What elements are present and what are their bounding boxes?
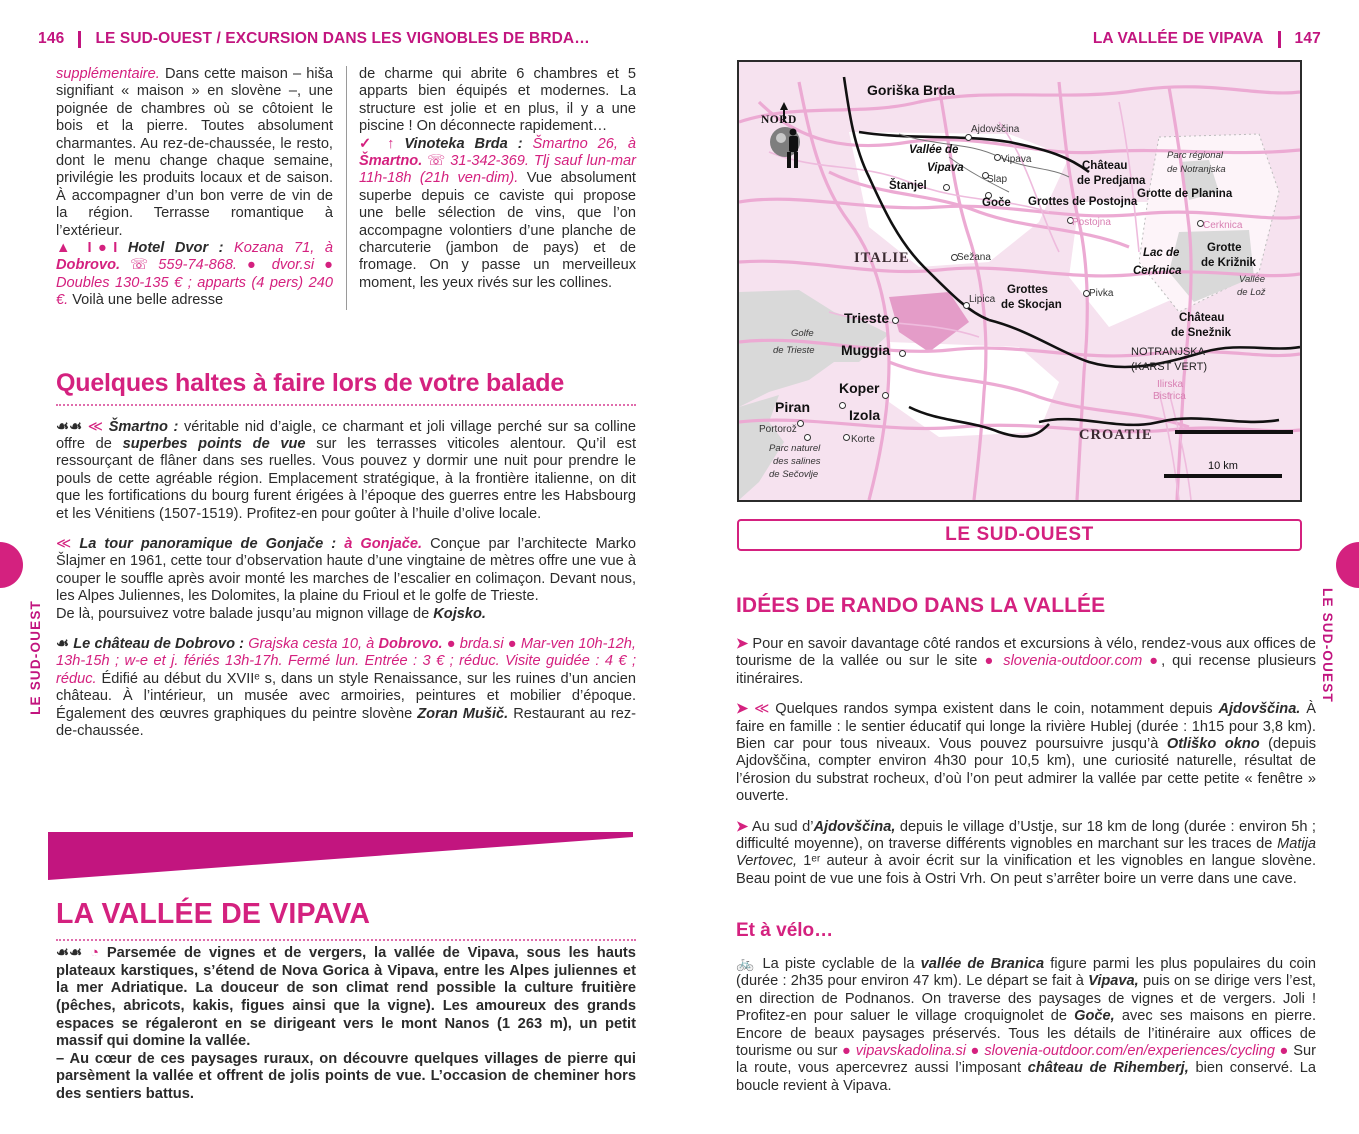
entry-dobrovo-web[interactable]: brda.si <box>459 635 504 652</box>
hotel-dvor-name: Hotel Dvor : <box>127 240 224 257</box>
map-label: de Notranjska <box>1167 164 1226 175</box>
rando-item-1 <box>736 636 1316 688</box>
entry-smartno-text2: sur les terrasses viticoles alentour. Qu’il est ressourçant de flâner dans ses ruelles. Vous pouvez y dormir une nuit pour prendre le pouls de cette agréable région. Emplacement stratégique, à la frontière italienne, on dit que les fortifications du bourg furent érigées à l’époque des guerres entre les Habsbourg et les Vénitiens (1507-1519). Profitez-en pour goûter à l’huile d’olive locale. <box>56 435 636 522</box>
map-dot <box>797 420 804 427</box>
binocular-icon: ☙☙ <box>56 418 83 435</box>
arrow-icon: ➤ <box>736 701 749 718</box>
rando-item-1-text1: Pour en savoir davantage côté randos et excursions à vélo, rendez-vous aux offices de tourisme de la vallée ou sur le site <box>736 636 1316 670</box>
velo-link2[interactable]: slovenia-outdoor.com/en/experiences/cycling <box>984 1043 1275 1060</box>
right-folio-number: 147 <box>1294 30 1321 47</box>
map-label: Grottes <box>1007 284 1048 296</box>
bullet-dot-icon: ● <box>841 1043 852 1060</box>
continuation-text: Dans cette maison – hiša signifiant « maison » en slovène –, une poignée de chambres où se côtoient le bois et la pierre. Toutes absolument charmantes. Au rez-de-chaussée, le resto, dont le menu change chaque semaine, privilégie les produits locaux et de saison. À accompagner d’un bon verre de vin de la région. Terrasse romantique à l’extérieur. <box>56 66 333 239</box>
region-map[interactable] <box>737 60 1302 502</box>
vipava-intro-block <box>56 945 636 1104</box>
map-label: Štanjel <box>889 180 927 192</box>
map-label: Château <box>1082 160 1128 172</box>
rando-item-3-text2: depuis le village d’Ustje, sur 18 km de long (durée : environ 5h ; difficulté moyenne), on traverse différents vignobles en marchant sur les traces de <box>736 818 1316 853</box>
map-label: de Trieste <box>773 345 815 356</box>
map-label: Bistrica <box>1153 391 1186 402</box>
hotel-dvor-phone: 559-74-868. <box>148 257 247 274</box>
rando-item-2 <box>736 701 1316 805</box>
map-label: de Lož <box>1237 287 1266 298</box>
vipava-intro-paragraph-2: – Au cœur de ces paysages ruraux, on découvre quelques villages de pierre qui parsèment la vallée et offrent de jolis points de vue. L’occasion de cheminer hors des sentiers battus. <box>56 1050 636 1103</box>
vipava-chapter-title: LA VALLÉE DE VIPAVA <box>56 898 371 930</box>
rando-section-title: IDÉES DE RANDO DANS LA VALLÉE <box>736 594 1106 617</box>
rando-item-3 <box>736 819 1316 889</box>
map-label: Vipava <box>1001 154 1032 165</box>
entry-smartno-emph: superbes points de vue <box>122 435 306 452</box>
map-dot <box>1083 290 1090 297</box>
rando-item-2-text1: Quelques randos sympa existent dans le coin, notamment depuis <box>775 701 1219 718</box>
map-label: Ajdovščina <box>971 124 1020 135</box>
left-folio-number: 146 <box>38 30 65 47</box>
velo-section <box>736 920 1316 1095</box>
map-dot <box>951 254 958 261</box>
binocular-icon: ☙☙ <box>56 945 83 961</box>
map-label: de Križnik <box>1201 257 1256 269</box>
arrow-icon: ➤ <box>736 636 749 652</box>
map-label: Vallée de <box>909 144 959 156</box>
right-header-title: LA VALLÉE DE VIPAVA <box>1092 30 1264 47</box>
map-dot <box>882 392 889 399</box>
vinoteka-address: Šmartno 26, à <box>522 135 636 152</box>
velo-bold1: vallée de Branica <box>920 956 1045 972</box>
right-tab-dot <box>1336 542 1359 588</box>
velo-text6: bien conservé. La boucle revient à Vipava. <box>736 1060 1316 1094</box>
map-label: (KARST VERT) <box>1131 361 1207 373</box>
map-label: NOTRANJSKA <box>1131 346 1205 358</box>
map-dot <box>892 317 899 324</box>
bullet-dot-icon: ● <box>1149 653 1162 670</box>
map-dot <box>985 192 992 199</box>
viewpoint-icon: ≪ <box>56 535 72 552</box>
map-label: Vallée <box>1239 274 1266 285</box>
velo-link1[interactable]: vipavskadolina.si <box>855 1043 967 1060</box>
rando-item-2-bold1: Ajdovščina. <box>1218 701 1301 718</box>
map-label: Korte <box>851 434 875 445</box>
entry-dobrovo-name: Le château de Dobrovo : <box>73 635 245 652</box>
header-divider <box>1278 31 1281 48</box>
rando-item-3-text3: 1ᵉʳ auteur à avoir écrit sur la vinification et les vignobles en langue slovène. Beau point de vue une fois à Ostri Vrh. On peut s’arrêter boire un verre dans une cave. <box>736 853 1316 887</box>
map-dot <box>963 302 970 309</box>
entry-dobrovo-address: Grajska cesta 10, à <box>244 635 379 652</box>
entry-gonjace-text: Conçue par l’architecte Marko Šlajmer en 1961, cette tour d’observation haute d’une vingtaine de mètres offre une vue à couper le souffle après avoir monté les marches de l’escalier en colimaçon. Devant nous, les Alpes Juliennes, les Dolomites, la plaine du Frioul et le golfe de Trieste. <box>56 535 636 605</box>
spiral-icon: ◔ <box>90 945 100 961</box>
map-label: Cerknica <box>1133 265 1182 277</box>
map-label: Muggia <box>841 342 890 358</box>
vinoteka-city: Šmartno. <box>359 153 423 170</box>
map-label: Goriška Brda <box>867 82 955 98</box>
left-tab-dot <box>0 542 23 588</box>
map-dot <box>843 434 850 441</box>
left-page-header <box>38 28 590 50</box>
map-label: de Snežnik <box>1171 327 1232 339</box>
entry-dobrovo-city: Dobrovo. <box>378 635 443 652</box>
haltes-section-title: Quelques haltes à faire lors de votre balade <box>56 369 565 397</box>
rando-item-3-text1: Au sud d’ <box>751 818 814 835</box>
header-divider <box>78 31 81 48</box>
map-dot <box>1067 217 1074 224</box>
bullet-dot-icon: ● <box>984 653 997 670</box>
vinoteka-tail: Vue absolument superbe depuis ce caviste qui propose une belle sélection de vins, que l’on accompagne volontiers d’une planche de charcuterie (jambon de pays) et de fromage. On y passe un merveilleux moment, les yeux rivés sur les collines. <box>359 170 636 291</box>
map-label: de Skocjan <box>1001 299 1062 311</box>
vinoteka-phone: 31-342-369. <box>445 153 534 170</box>
rando-item-3-italic1: Matija Vertovec, <box>736 836 1316 870</box>
velo-bold3: Goče, <box>1074 1008 1115 1025</box>
entry-gonjace-followup <box>56 606 636 623</box>
vinoteka-name: Vinoteka Brda : <box>404 135 523 152</box>
map-label: Parc régional <box>1167 150 1223 161</box>
map-label: Grotte <box>1207 242 1242 254</box>
map-label: Piran <box>775 399 811 415</box>
left-side-tab: LE SUD-OUEST <box>28 600 43 715</box>
continuation-lead: supplémentaire. <box>56 66 160 82</box>
map-scale-label: 10 km <box>1208 460 1238 472</box>
entry-smartno <box>56 419 636 523</box>
map-caption-text: LE SUD-OUEST <box>945 524 1094 545</box>
bullet-dot-icon: ● <box>324 257 333 274</box>
compass-icon <box>759 100 819 175</box>
entry-dobrovo-text: Édifié au début du XVIIᵉ s, dans un style Renaissance, sur les ruines d’un ancien château. À l’intérieur, un musée avec armoiries, peintures et mobilier d’époque. Également des œuvres graphiques du peintre slovène <box>56 670 636 722</box>
map-dot <box>839 402 846 409</box>
entry-dobrovo-castle <box>56 636 636 740</box>
velo-section-title: Et à vélo… <box>736 920 834 941</box>
entry-gonjace-place: à Gonjače. <box>336 535 423 552</box>
map-label: Portorož <box>759 424 797 435</box>
bed-icon: ▲ <box>56 240 77 257</box>
restaurant-icon: I●I <box>87 240 118 257</box>
entry-dobrovo-tail: Restaurant au rez-de-chaussée. <box>56 705 636 739</box>
velo-item <box>736 956 1316 1095</box>
map-label: Grottes de Postojna <box>1028 196 1138 208</box>
map-label: de Predjama <box>1077 175 1146 187</box>
bullet-dot-icon: ● <box>970 1043 980 1060</box>
signpost-icon: ↑ <box>387 135 395 152</box>
hotel-dvor-entry <box>56 240 333 310</box>
map-label: Sežana <box>957 252 991 263</box>
viewpoint-icon: ≪ <box>87 418 104 435</box>
map-label: Vipava <box>927 162 964 174</box>
velo-text1: La piste cyclable de la <box>762 956 921 972</box>
hotel-dvor-address: Kozana 71, à <box>223 240 333 257</box>
haltes-section <box>56 370 636 753</box>
rando-item-2-text3: (depuis Ajdovščina, compter environ 4h30 pour 10,5 km), une curiosité naturelle, résultat de l’érosion du substrat rocheux, d’où l’on peut admirer la vallée par cette petite « fenêtre » ouverte. <box>736 736 1316 805</box>
map-label: Pivka <box>1089 288 1114 299</box>
map-label: Postojna <box>1072 217 1111 228</box>
map-label: Cerknica <box>1203 220 1243 231</box>
left-two-column-block <box>56 66 636 310</box>
bullet-dot-icon: ● <box>446 635 456 652</box>
rando-item-2-bold2: Otliško okno <box>1166 736 1260 753</box>
map-scale-line <box>1164 474 1282 478</box>
map-dot <box>994 154 1001 161</box>
hotel-dvor-city: Dobrovo. <box>56 257 121 274</box>
rando-item-3-bold1: Ajdovščina, <box>813 818 896 835</box>
map-caption-box <box>737 519 1302 551</box>
col2-continuation-text: de charme qui abrite 6 chambres et 5 apparts bien équipés et modernes. La structure est jolie et en plus, il y a une piscine ! On déconnecte rapidement… <box>359 66 636 135</box>
map-label: Trieste <box>844 310 890 326</box>
banner-shape <box>48 832 633 894</box>
map-label: Parc naturel <box>769 443 821 454</box>
map-dot <box>965 134 972 141</box>
map-label: Slap <box>987 174 1008 185</box>
velo-bold2: Vipava, <box>1088 973 1139 990</box>
right-side-tab: LE SUD-OUEST <box>1320 588 1335 703</box>
bullet-dot-icon: ● <box>246 257 262 274</box>
arrow-icon: ➤ <box>736 818 749 835</box>
velo-bold4: château de Rihemberj, <box>1027 1060 1189 1077</box>
vipava-intro-text: Parsemée de vignes et de vergers, la vallée de Vipava, sous les hauts plateaux karstiques, s’étend de Nova Gorica à Vipava, entre les Alpes juliennes et la mer Adriatique. La douceur de son climat rend possible la culture fruitière (pêches, abricots, kakis, figues ainsi que la vigne). Les amoureux des grands espaces se régaleront en se dirigeant vers le mont Nanos (1 263 m), un petit massif qui domine la vallée. <box>56 945 636 1050</box>
vipava-intro-paragraph <box>56 945 636 1051</box>
entry-dobrovo-hours: Mar-ven 10h-12h, 13h-15h ; w-e et j. fériés 13h-17h. Fermé lun. Entrée : 3 € ; réduc. Visite guidée : 4 € ; réduc. <box>56 635 636 687</box>
map-label: Lipica <box>969 294 996 305</box>
entry-gonjace-kojsko: Kojsko. <box>433 605 486 622</box>
hotel-dvor-tail: Voilà une belle adresse <box>68 292 224 309</box>
map-scale <box>1164 460 1282 478</box>
bullet-dot-icon: ● <box>1279 1043 1289 1060</box>
velo-text4: avec ses maisons en pierre. Encore de beaux paysages préservés. Tous les détails de l’itinéraire aux offices de tourisme ou sur <box>736 1008 1316 1060</box>
map-label: Goče <box>982 197 1011 209</box>
vinoteka-hours: Tlj sauf lun-mar 11h-18h (21h ven-dim). <box>359 153 636 187</box>
compass-label: NORD <box>761 114 797 126</box>
map-label: Château <box>1179 312 1225 324</box>
map-graphics <box>739 62 1300 500</box>
velo-text3: puis on se dirige vers l’est, en direction de Podnanos. On traverse des paysages de vignes et de vergers. Joli ! Profitez-en pour saluer le village croquignolet de <box>736 973 1316 1025</box>
map-label: Grotte de Planina <box>1137 188 1233 200</box>
rando-item-1-text2: , qui recense plusieurs itinéraires. <box>736 653 1316 687</box>
map-dot <box>804 434 811 441</box>
wine-icon: ✓ <box>359 135 378 152</box>
left-header-title: LE SUD-OUEST / EXCURSION DANS LES VIGNOBLES DE BRDA… <box>95 30 590 47</box>
map-dot <box>1197 220 1204 227</box>
castle-icon: ☙ <box>56 635 70 652</box>
entry-dobrovo-artist: Zoran Mušič. <box>417 705 509 722</box>
entry-smartno-text1: véritable nid d’aigle, ce charmant et joli village perché sur sa colline offre de <box>56 418 637 452</box>
map-label: Golfe <box>791 328 814 339</box>
entry-smartno-name: Šmartno : <box>108 418 179 435</box>
map-dot <box>899 350 906 357</box>
dotted-rule <box>56 404 636 406</box>
bullet-dot-icon: ● <box>507 635 517 652</box>
continuation-paragraph <box>56 66 333 240</box>
rando-item-1-link[interactable]: slovenia-outdoor.com <box>1003 653 1143 670</box>
velo-text5: Sur la route, vous apercevrez aussi l’imposant <box>736 1043 1316 1077</box>
map-dot <box>943 184 950 191</box>
entry-gonjace-name: La tour panoramique de Gonjače : <box>79 535 337 552</box>
phone-icon: ☏ <box>427 153 446 170</box>
right-page <box>680 0 1359 1134</box>
vipava-banner-wedge <box>48 832 633 894</box>
map-label: Koper <box>839 380 880 396</box>
rando-item-2-text2: À faire en famille : le sentier éducatif qui longe la rivière Hublej (durée : 1h15 pour 3,8 km). Bien car pour tous niveaux. Vous pouvez poursuivre jusqu’à <box>736 701 1316 753</box>
map-label: ITALIE <box>854 250 910 266</box>
vinoteka-brda-entry <box>359 136 636 293</box>
entry-gonjace-follow-text: De là, poursuivez votre balade jusqu’au mignon village de <box>56 605 434 622</box>
map-label: de Sečovlje <box>769 469 819 480</box>
map-label: CROATIE <box>1079 427 1153 443</box>
hotel-dvor-web[interactable]: dvor.si <box>271 257 315 274</box>
velo-text2: figure parmi les plus populaires du coin (durée : 2h35 pour environ 47 km). Le départ se fait à <box>736 956 1316 990</box>
col2-continuation <box>359 66 636 136</box>
map-label: Izola <box>849 407 881 423</box>
map-dot <box>982 172 989 179</box>
entry-gonjace <box>56 536 636 606</box>
map-label: Ilirska <box>1157 379 1184 390</box>
map-label: Lac de <box>1143 247 1180 259</box>
dotted-rule <box>56 939 636 941</box>
bicycle-icon: 🚲 <box>736 956 757 972</box>
rando-section <box>736 594 1316 901</box>
map-label: des salines <box>773 456 821 467</box>
right-page-header <box>1093 28 1321 50</box>
viewpoint-icon: ≪ <box>754 701 770 718</box>
phone-icon: ☏ <box>130 257 149 274</box>
hotel-dvor-prices: Doubles 130-135 € ; apparts (4 pers) 240 €. <box>56 274 333 309</box>
